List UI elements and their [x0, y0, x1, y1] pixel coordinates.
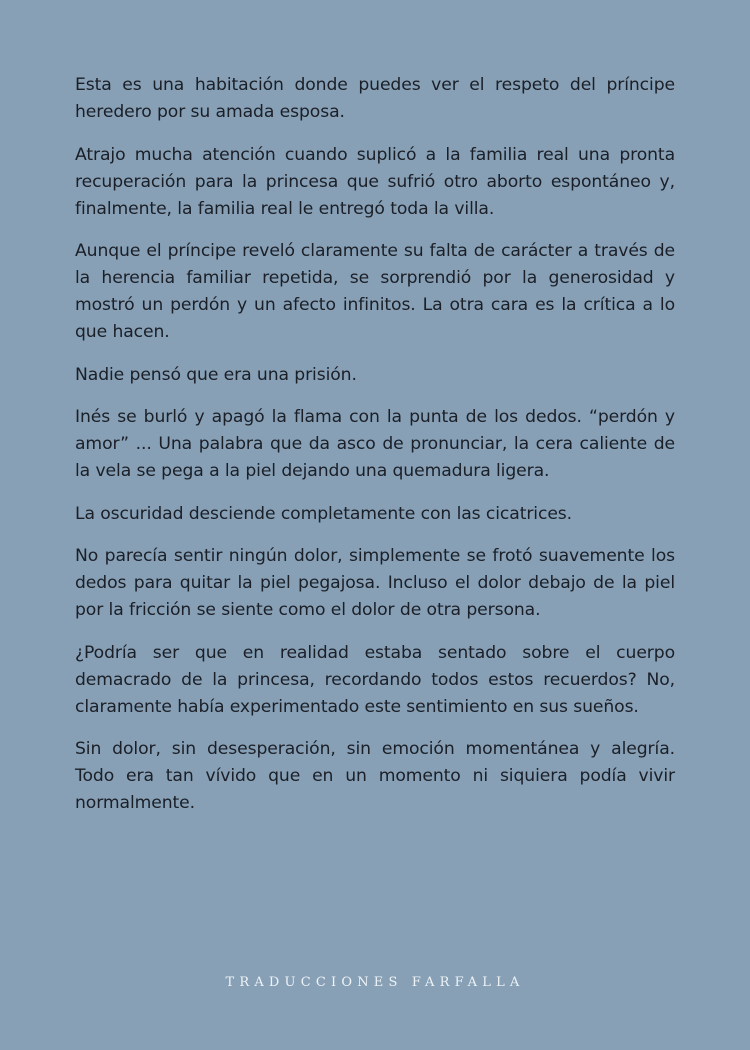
paragraph-3: Aunque el príncipe reveló claramente su falta de carácter a través de la herencia familiar repetida, se sorprendió por la generosidad y mostró un perdón y un afecto infinitos. La otra cara es la crítica a lo que hacen.	[75, 241, 675, 342]
paragraph-4: Nadie pensó que era una prisión.	[75, 364, 357, 385]
paragraph-8: ¿Podría ser que en realidad estaba sentado sobre el cuerpo demacrado de la princesa, recordando todos estos recuerdos? No, claramente había experimentado este sentimiento en sus sueños.	[75, 642, 675, 717]
document-body	[75, 72, 675, 833]
translator-credit-footer: TRADUCCIONES FARFALLA	[225, 975, 525, 990]
paragraph-7: No parecía sentir ningún dolor, simplemente se frotó suavemente los dedos para quitar la piel pegajosa. Incluso el dolor debajo de la piel por la fricción se siente como el dolor de otra persona.	[75, 546, 675, 620]
paragraph-6: La oscuridad desciende completamente con las cicatrices.	[75, 503, 573, 524]
paragraph-1: Esta es una habitación donde puedes ver el respeto del príncipe heredero por su amada esposa.	[75, 75, 675, 122]
paragraph-9: Sin dolor, sin desesperación, sin emoción momentánea y alegría. Todo era tan vívido que en un momento ni siquiera podía vivir normalmente.	[75, 739, 675, 813]
paragraph-2: Atrajo mucha atención cuando suplicó a la familia real una pronta recuperación para la princesa que sufrió otro aborto espontáneo y, finalmente, la familia real le entregó toda la villa.	[75, 144, 675, 219]
paragraph-5: Inés se burló y apagó la flama con la punta de los dedos. “perdón y amor” ... Una palabra que da asco de pronunciar, la cera caliente de la vela se pega a la piel dejando una quemadura ligera.	[75, 407, 675, 481]
